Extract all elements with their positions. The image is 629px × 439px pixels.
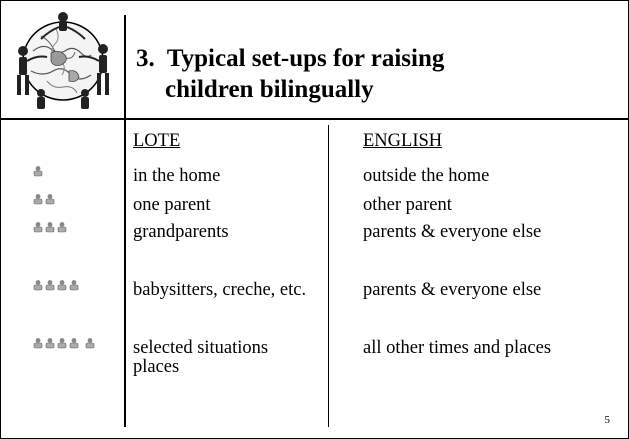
family-icon — [46, 280, 54, 290]
family-icon — [46, 194, 54, 204]
row-5-lote: selected situations places — [133, 338, 269, 377]
page-number: 5 — [604, 414, 610, 426]
column-divider — [328, 125, 329, 427]
globe-people-icon — [11, 11, 115, 111]
title-number: 3 — [136, 45, 149, 72]
row-4-english: parents & everyone else — [363, 280, 542, 300]
row-1-lote: in the home — [133, 166, 221, 186]
family-icon — [58, 280, 66, 290]
family-icon — [58, 338, 66, 348]
row-3-english: parents & everyone else — [363, 222, 542, 242]
row-1-family-icons — [33, 165, 45, 177]
family-icon — [46, 222, 54, 232]
family-icon — [34, 194, 42, 204]
family-icon — [46, 338, 54, 348]
family-icon — [34, 280, 42, 290]
family-icon — [34, 222, 42, 232]
column-header-english: ENGLISH — [363, 131, 443, 151]
row-3-family-icons — [33, 221, 69, 233]
family-icon — [70, 280, 78, 290]
family-icon — [58, 222, 66, 232]
row-5-english: all other times and places — [363, 338, 552, 358]
family-icon — [34, 338, 42, 348]
title-line-1: Typical set-ups for raising — [166, 45, 445, 72]
row-2-lote: one parent — [133, 195, 211, 215]
slide-title: 3. Typical set-ups for raising children bilingually — [136, 45, 445, 103]
row-2-family-icons — [33, 193, 57, 205]
title-divider-horizontal — [1, 118, 628, 120]
row-5-family-icons — [33, 337, 97, 349]
family-icon — [86, 338, 94, 348]
family-icon — [34, 166, 42, 176]
family-icon — [70, 338, 78, 348]
row-1-english: outside the home — [363, 166, 490, 186]
row-4-family-icons — [33, 279, 81, 291]
title-line-2: children bilingually — [165, 76, 374, 103]
column-header-lote: LOTE — [133, 131, 181, 151]
row-4-lote: babysitters, creche, etc. — [133, 280, 307, 300]
title-divider-vertical — [124, 15, 126, 427]
row-2-english: other parent — [363, 195, 452, 215]
row-3-lote: grandparents — [133, 222, 229, 242]
